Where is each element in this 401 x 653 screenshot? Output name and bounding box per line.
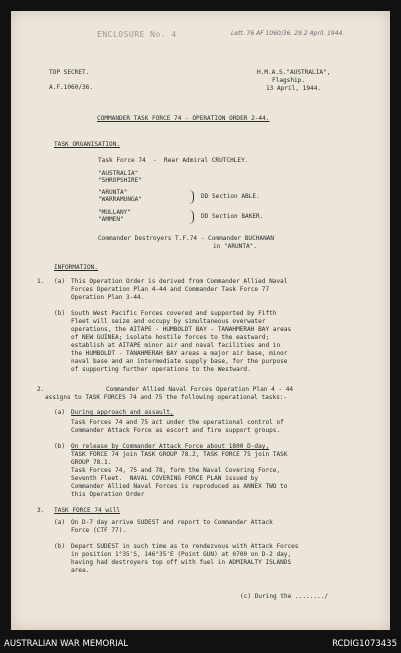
classification: TOP SECRET. [49, 69, 90, 76]
archive-footer [0, 634, 401, 653]
document-date: 13 April, 1944. [266, 85, 322, 92]
para-3-heading: TASK FORCE 74 will [54, 507, 121, 514]
para-1a-line: Operation Plan 3-44. [71, 294, 145, 301]
para-1b-line: South West Pacific Forces covered and supported by Fifth [71, 310, 277, 317]
para-2-number: 2. [37, 386, 45, 393]
para-1b-line: of NEW GUINEA; isolate hostile forces to the eastward; [71, 334, 270, 341]
commander-destroyers-ship: in "ARUNTA". [213, 243, 258, 250]
file-reference: A.F.1060/36. [49, 84, 94, 91]
para-3b-line: Depart SUDEST in such time as to rendezvous with Attack Forces [71, 543, 299, 550]
para-1b-label: (b) [54, 310, 66, 317]
brace-able [189, 190, 194, 204]
ship-mullany: "MULLANY" [98, 209, 132, 216]
footer-record-id: RCDIG1073435 [332, 639, 397, 649]
para-3b-label: (b) [54, 543, 66, 550]
para-2-line: assigns to TASK FORCES 74 and 75 the following operational tasks:- [45, 394, 288, 401]
para-2a-line: Commander Attack Force as escort and fire support groups. [71, 427, 281, 434]
ship-ammen: "AMMEN" [98, 216, 124, 223]
para-2b-line: this Operation Order [71, 491, 145, 498]
para-2b-line: TASK FORCE 74 join TASK GROUP 78.2, TASK FORCE 75 join TASK [71, 451, 288, 458]
ship-name: H.M.A.S."AUSTRALIA", [257, 69, 331, 76]
document-title: COMMANDER TASK FORCE 74 - OPERATION ORDER 2-44. [97, 115, 270, 122]
para-3a-label: (a) [54, 519, 66, 526]
para-1b-line: operations, the AITAPE - HUMBOLDT BAY - TANAHMERAH BAY areas [71, 326, 292, 333]
task-force-line: Task Force 74 - Rear Admiral CRUTCHLEY. [98, 157, 249, 164]
para-1b-line: Fleet will seize and occupy by simultaneous overwater [71, 318, 266, 325]
para-2b-line: Commander Allied Naval Forces is reproduced as ANNEX TWO to [71, 483, 288, 490]
para-3b-line: area. [71, 567, 90, 574]
para-1-number: 1. [37, 278, 45, 285]
dd-section-able: DD Section ABLE. [201, 193, 260, 200]
para-2a-line: Task Forces 74 and 75 act under the operational control of [71, 419, 284, 426]
task-organisation-heading: TASK ORGANISATION. [54, 141, 121, 148]
para-2b-heading: On release by Commander Attack Force about 1800 D-day, [71, 443, 270, 450]
para-1b-line: the HUMBOLDT - TANAHMERAH BAY areas a major air base, minor [71, 350, 288, 357]
para-1b-line: naval base and an intermediate supply base, for the purpose [71, 358, 288, 365]
para-2b-line: GROUP 78.1. [71, 459, 112, 466]
para-2-line: Commander Allied Naval Forces Operation Plan 4 - 44 [106, 386, 294, 393]
para-1a-label: (a) [54, 278, 66, 285]
para-3a-line: Force (CTF 77). [71, 527, 127, 534]
ship-warramunga: "WARRAMUNGA" [98, 196, 143, 203]
para-2b-line: Task Forces 74, 75 and 78, form the Naval Covering Force, [71, 467, 281, 474]
para-2a-heading: During approach and assault, [71, 409, 174, 416]
handwritten-annotation: Lett. 76 AF 1060/36. 29.2 April. 1944. [231, 30, 345, 37]
para-2a-label: (a) [54, 409, 66, 416]
para-3-number: 3. [37, 507, 45, 514]
commander-destroyers: Commander Destroyers T.F.74 - Commander BUCHANAN [98, 235, 275, 242]
para-3b-line: having had destroyers top off with fuel in ADMIRALTY ISLANDS [71, 559, 292, 566]
information-heading: INFORMATION. [54, 264, 99, 271]
enclosure-stamp: ENCLOSURE No. 4 [97, 30, 177, 39]
para-1b-line: of supporting further operations to the Westward. [71, 366, 251, 373]
ship-shropshire: "SHROPSHIRE" [98, 177, 143, 184]
ship-australia: "AUSTRALIA" [98, 170, 139, 177]
para-3a-line: On D-7 day arrive SUDEST and report to Commander Attack [71, 519, 273, 526]
document-page [11, 11, 390, 630]
para-1a-line: Forces Operation Plan 4-44 and Commander Task Force 77 [71, 286, 270, 293]
para-1b-line: establish at AITAPE minor air and naval facilities and in [71, 342, 281, 349]
para-2b-label: (b) [54, 443, 66, 450]
flagship-label: Flagship. [272, 77, 306, 84]
brace-baker [189, 210, 194, 224]
continuation-note: (c) During the ......../ [240, 593, 329, 600]
dd-section-baker: DD Section BAKER. [201, 213, 264, 220]
footer-source: AUSTRALIAN WAR MEMORIAL [4, 639, 129, 649]
para-2b-line: Seventh Fleet. NAVAL COVERING FORCE PLAN issued by [71, 475, 259, 482]
ship-arunta: "ARUNTA" [98, 189, 128, 196]
para-1a-line: This Operation Order is derived from Commander Allied Naval [71, 278, 288, 285]
para-3b-line: in position 1°35'S, 146°35'E (Point GUN) at 0700 on D-2 day, [71, 551, 292, 558]
